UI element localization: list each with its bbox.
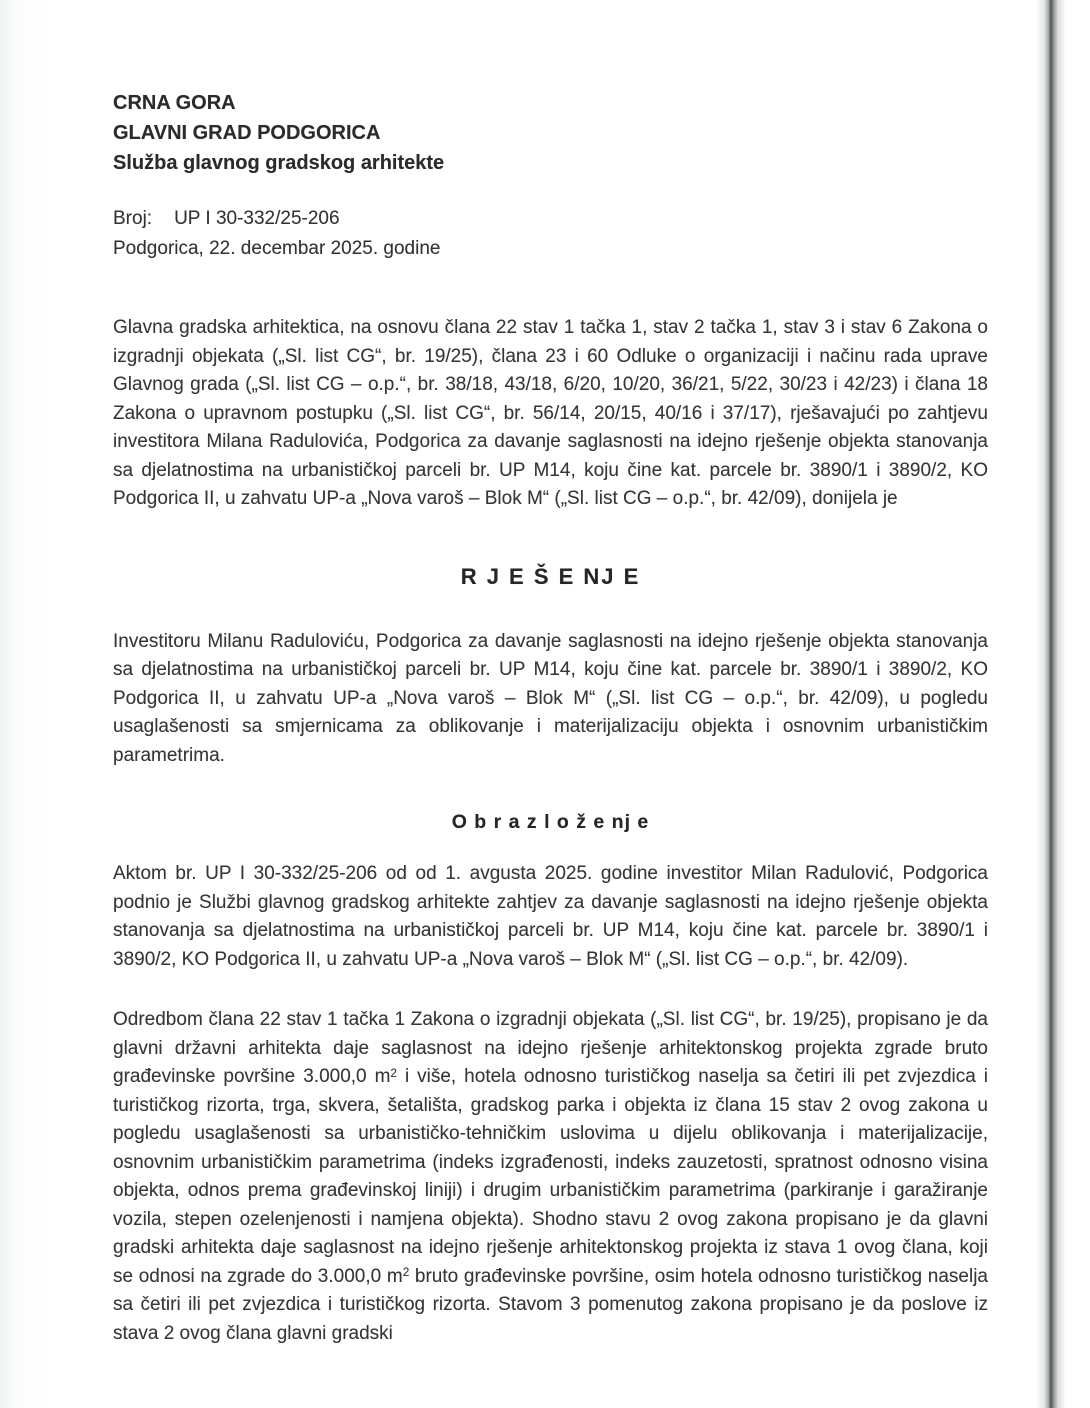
heading-rjesenje: R J E Š E NJ E [460, 563, 641, 589]
doc-place-date: Podgorica, 22. decembar 2025. godine [113, 238, 441, 259]
obrazlozenje-paragraph-2: Odredbom člana 22 stav 1 tačka 1 Zakona o izgradnji objekata („Sl. list CG“, br. 19/25), propisano je da glavni državni arhitekta daje saglasnost na idejno rješenje arhitektonskog projekta zgrade bruto građevinske površine 3.000,0 $m^2$ i više, hotela odnosno turističkog naselja sa četiri ili pet zvjezdica i turističkog rizorta, trga, skvera, šetališta, gradskog parka i objekta iz člana 15 stav 2 ovog zakona u pogledu usaglašenosti sa urbanističko-tehničkim uslovima u dijelu oblikovanja i materijalizacije, osnovnim urbanističkim parametrima (indeks izgrađenosti, indeks zauzetosti, spratnost odnosno visina objekta, odnos prema građevinskoj liniji) i drugim urbanističkim parametrima (parkiranje i garažiranje vozila, stepen ozelenjenosti i namjena objekta). Shodno stavu 2 ovog zakona propisano je da glavni gradski arhitekta daje saglasnost na idejno rješenje arhitektonskog projekta iz stava 1 ovog člana, koji se odnosi na zgrade do 3.000,0 $m^2$ bruto građevinske površine, osim hotela odnosno turističkog naselja sa četiri ili pet zvjezdica i turističkog rizorta. Stavom 3 pomenutog zakona propisano je da poslove iz stava 2 ovog člana glavni gradski [113, 1009, 988, 1344]
intro-paragraph: Glavna gradska arhitektica, na osnovu člana 22 stav 1 tačka 1, stav 2 tačka 1, stav 3 i stav 6 Zakona o izgradnji objekata („Sl. list CG“, br. 19/25), člana 23 i 60 Odluke o organizaciji i načinu rada uprave Glavnog grada („Sl. list CG – o.p.“, br. 38/18, 43/18, 6/20, 10/20, 36/21, 5/22, 30/23 i 42/23) i člana 18 Zakona o upravnom postupku („Sl. list CG“, br. 56/14, 20/15, 40/16 i 37/17), rješavajući po zahtjevu investitora Milana Radulovića, Podgorica za davanje saglasnosti na idejno rješenje objekta stanovanja sa djelatnostima na urbanističkoj parceli br. UP M14, koju čine kat. parcele br. 3890/1 i 3890/2, KO Podgorica II, u zahvatu UP-a „Nova varoš – Blok M“ („Sl. list CG – o.p.“, br. 42/09), donijela je [113, 317, 988, 509]
document-content [113, 0, 988, 1348]
org-city-line: GLAVNI GRAD PODGORICA [113, 122, 381, 144]
doc-number-label: Broj: [113, 208, 153, 229]
org-header [113, 88, 988, 178]
org-department-line: Služba glavnog gradskog arhitekte [113, 152, 445, 174]
doc-number-line [113, 204, 988, 234]
rjesenje-paragraph: Investitoru Milanu Raduloviću, Podgorica za davanje saglasnosti na idejno rješenje objekta stanovanja sa djelatnostima na urbanističkoj parceli br. UP M14, koju čine kat. parcele br. 3890/1 i 3890/2, KO Podgorica II, u zahvatu UP-a „Nova varoš – Blok M“ („Sl. list CG – o.p.“, br. 42/09), u pogledu usaglašenosti sa smjernicama za oblikovanje i materijalizaciju objekta i osnovnim urbanističkim parametrima. [113, 630, 988, 766]
scan-artifact-right-edge [1036, 0, 1066, 1408]
org-country-line: CRNA GORA [113, 92, 236, 114]
obrazlozenje-paragraph-1: Aktom br. UP I 30-332/25-206 od od 1. avgusta 2025. godine investitor Milan Radulović, Podgorica podnio je Službi glavnog gradskog arhitekte zahtjev za davanje saglasnosti na idejno rješenje objekta stanovanja sa djelatnostima na urbanističkoj parceli br. UP M14, koju čine kat. parcele br. 3890/1 i 3890/2, KO Podgorica II, u zahvatu UP-a „Nova varoš – Blok M“ („Sl. list CG – o.p.“, br. 42/09). [113, 863, 988, 970]
document-meta [113, 204, 988, 264]
heading-obrazlozenje: O b r a z l o ž e nj e [451, 811, 650, 833]
doc-number-value: UP I 30-332/25-206 [174, 208, 340, 229]
